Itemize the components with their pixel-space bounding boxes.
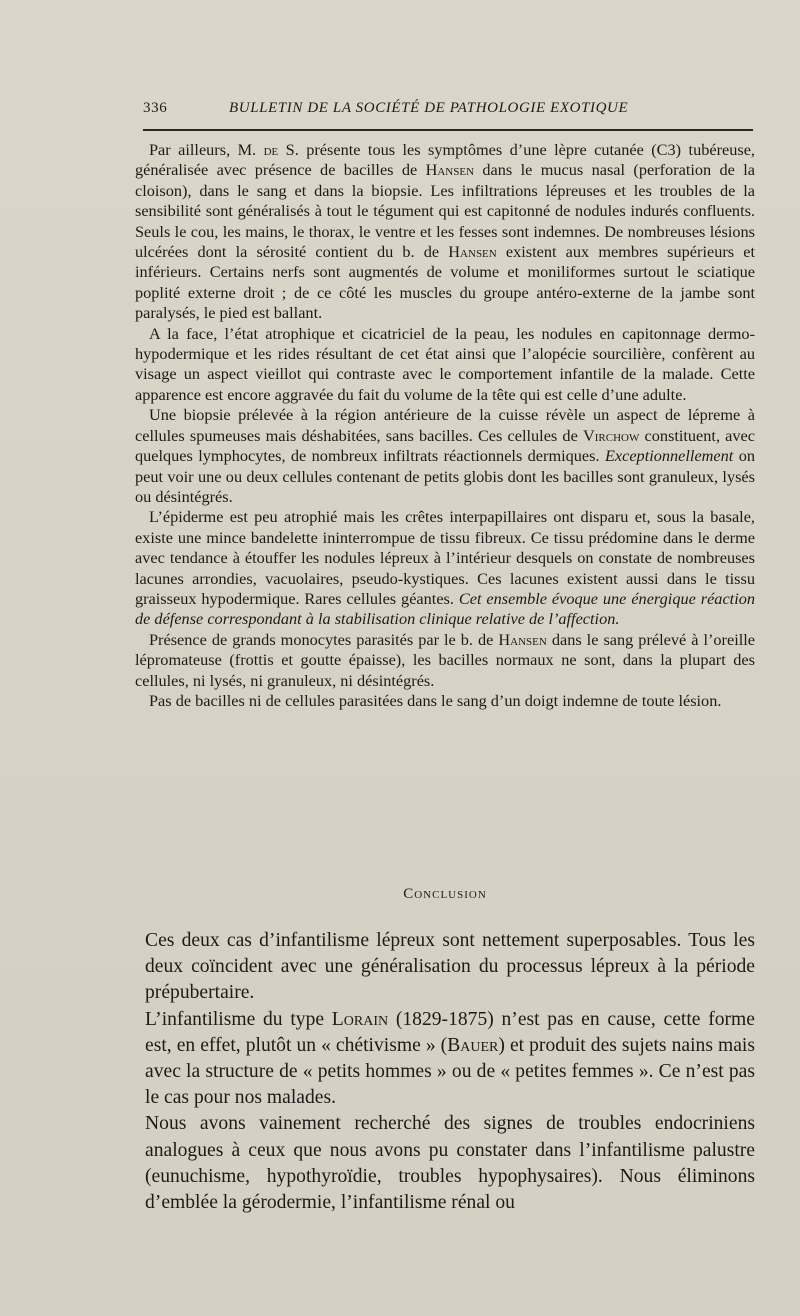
journal-title: BULLETIN DE LA SOCIÉTÉ DE PATHOLOGIE EXOTIQUE [229,100,629,116]
page-number: 336 [143,100,168,116]
paragraph: Pas de bacilles ni de cellules parasitées dans le sang d’un doigt indemne de toute lésion. [149,690,722,710]
paragraph: L’épiderme est peu atrophié mais les crêtes interpapillaires ont disparu et, sous la basale, existe une mince bandelette ininterrompue de tissu fibreux. Ce tissu prédomine dans le derme avec tendance à étouffer les nodules lépreux à l’intérieur desquels on constate de nombreuses lacunes arrondies, vacuolaires, pseudo-kystiques. Ces lacunes existent aussi dans le tissu graisseux hypodermique. Rares cellules géantes. Cet ensemble évoque une énergique réaction de défense correspondant à la stabilisation clinique relative de l’affection. [135,507,755,629]
paragraph: Ces deux cas d’infantilisme lépreux sont nettement superposables. Tous les deux coïncident avec une généralisation du processus lépreux à la période prépubertaire. [145,930,755,1004]
paragraph: A la face, l’état atrophique et cicatriciel de la peau, les nodules en capitonnage dermo-hypodermique et les rides résultant de cet état ainsi que l’alopécie sourcilière, confèrent au visage un aspect vieillot qui contraste avec le comportement infantile de la malade. Cette apparence est encore aggravée du fait du volume de la tête qui est celle d’une adulte. [135,323,755,404]
case-description [135,140,755,711]
paragraph: L’infantilisme du type Lorain (1829-1875) n’est pas en cause, cette forme est, en effet, plutôt un « chétivisme » (Bauer) et produit des sujets nains mais avec la structure de « petits hommes » ou de « petites femmes ». Ce n’est pas le cas pour nos malades. [145,1008,755,1109]
paragraph: Nous avons vainement recherché des signes de troubles endocriniens analogues à ceux que nous avons pu constater dans l’infantilisme palustre (eunuchisme, hypothyroïdie, troubles hypophysaires). Nous éliminons d’emblée la gérodermie, l’infantilisme rénal ou [145,1113,755,1214]
header-rule [143,129,753,131]
section-heading-conclusion: Conclusion [403,886,487,902]
paragraph: Par ailleurs, M. de S. présente tous les symptômes d’une lèpre cutanée (C3) tubéreuse, généralisée avec présence de bacilles de Hansen dans le mucus nasal (perforation de la cloison), dans le sang et dans la biopsie. Les infiltrations lépreuses et les troubles de la sensibilité sont généralisés à tout le tégument qui est capitonné de nodules indurés confluents. Seuls le cou, les mains, le thorax, le ventre et les fesses sont indemnes. De nombreuses lésions ulcérées dont la sérosité contient du b. de Hansen existent aux membres supérieurs et inférieurs. Certains nerfs sont augmentés de volume et moniliformes surtout le sciatique poplité externe droit ; de ce côté les muscles du groupe antéro-externe de la jambe sont paralysés, le pied est ballant. [135,140,755,323]
paragraph: Présence de grands monocytes parasités par le b. de Hansen dans le sang prélevé à l’oreille lépromateuse (frottis et goutte épaisse), les bacilles normaux ne sont, dans la plupart des cellules, ni lysés, ni granuleux, ni désintégrés. [135,629,755,690]
conclusion-text [145,928,755,1216]
paragraph: Une biopsie prélevée à la région antérieure de la cuisse révèle un aspect de lépreme à cellules spumeuses mais déshabitées, sans bacilles. Ces cellules de Virchow constituent, avec quelques lymphocytes, de nombreux infiltrats réactionnels dermiques. Exceptionnellement on peut voir une ou deux cellules contenant de petits globis dont les bacilles sont granuleux, lysés ou désintégrés. [135,405,756,506]
